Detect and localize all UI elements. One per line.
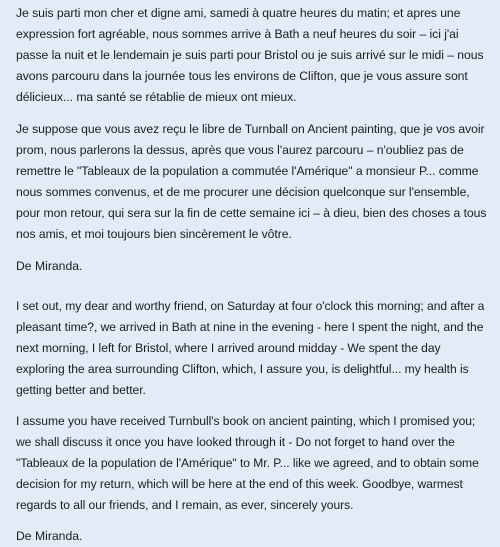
french-paragraph-1: Je suis parti mon cher et digne ami, samedi à quatre heures du matin; et apres une expression fort agréable, nous sommes arrive à Bath a neuf heures du soir – ici j'ai passe la nuit et le lendemain je suis parti pour Bristol ou je suis arrivé sur le midi – nous avons parcouru dans la journée tous les environs de Clifton, que je vous assure sont délicieux... ma santé se rétablie de mieux ont mieux. [16,6,484,104]
french-letter [16,3,490,277]
english-paragraph-1: I set out, my dear and worthy friend, on Saturday at four o'clock this morning; and after a pleasant time?, we arrived in Bath at nine in the evening - here I spent the night, and the next morning, I left for Bristol, where I arrived around midday - We spent the day exploring the area surrounding Clifton, which, I assure you, is delightful... my health is getting better and better. [16,299,485,397]
english-paragraph-2: I assume you have received Turnbull's book on ancient painting, which I promised you; we shall discuss it once you have looked through it - Do not forget to hand over the "Tableaux de la population de l'Amérique" to Mr. P... like we agreed, and to obtain some decision for my return, which will be here at the end of this week. Goodbye, warmest regards to all our friends, and I remain, as ever, sincerely yours. [16,414,479,512]
french-paragraph-2: Je suppose que vous avez reçu le libre de Turnball on Ancient painting, que je vos avoir prom, nous parlerons la dessus, après que vous l'aurez parcouru – n'oubliez pas de remettre le "Tableaux de la population a commutée l'Amérique" a monsieur P... comme nous sommes convenus, et de me procurer une décision quelconque sur l'ensemble, pour mon retour, qui sera sur la fin de cette semaine ici – à dieu, bien des choses a tous nos amis, et moi toujours bien sincèrement le vôtre. [16,122,487,241]
english-translation [16,296,490,547]
english-signature: De Miranda. [16,529,83,543]
french-signature: De Miranda. [16,259,83,273]
